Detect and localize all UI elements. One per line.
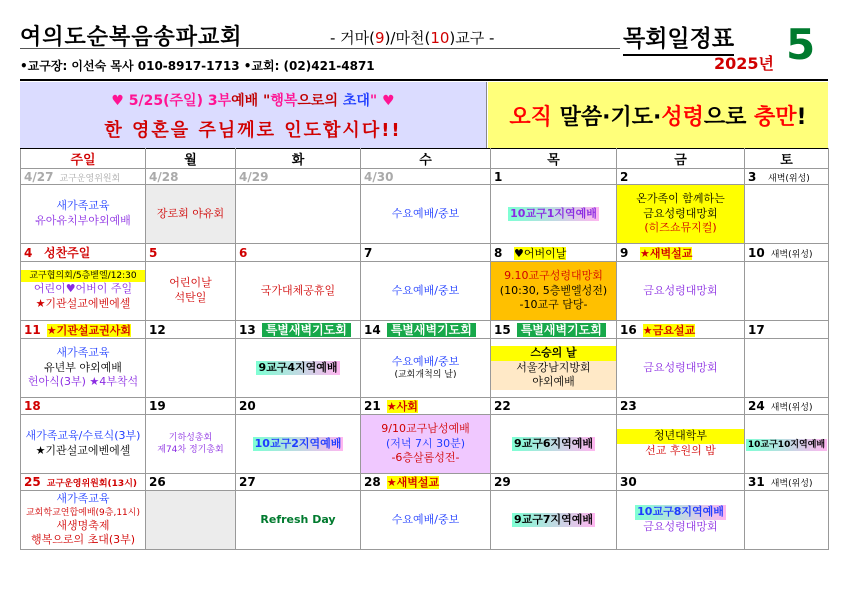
event-text: -6층살롬성전-: [391, 451, 460, 465]
day-number-cell: [491, 474, 617, 491]
year-label: 2025년: [714, 54, 774, 73]
week-date-row: [21, 169, 829, 185]
week-events-row: [21, 491, 829, 550]
week-events-row: [21, 262, 829, 321]
event-text: 청년대학부: [617, 429, 744, 444]
banner-invite-line: ♥ 5/25(주일) 3부예배 "행복으로의 초대" ♥: [111, 93, 395, 109]
day-number: 11: [24, 322, 41, 337]
day-events-cell: [236, 339, 361, 398]
event-banner: [20, 82, 487, 148]
day-events-cell: [21, 262, 146, 321]
banner-mission-line: 한 영혼을 주님께로 인도합시다!!: [104, 120, 402, 141]
day-events-cell: [491, 262, 617, 321]
header-bottom-rule: [20, 79, 828, 81]
day-number-cell: [236, 244, 361, 262]
day-number: 14: [364, 323, 381, 337]
weekday-header: 주일: [21, 149, 146, 169]
day-events-cell: [491, 339, 617, 398]
event-text: 새가족교육: [56, 199, 110, 213]
event-text: 헌아식(3부) ★4부착석: [27, 375, 139, 389]
day-events-cell: [361, 339, 491, 398]
day-number-cell: [745, 398, 829, 415]
day-number-cell: [236, 474, 361, 491]
day-number: 4/28: [149, 169, 179, 184]
event-text: 9/10교구남성예배: [381, 421, 470, 435]
day-number-cell: [617, 398, 745, 415]
day-number-cell: [236, 321, 361, 339]
event-text: (히즈쇼뮤지컬): [644, 221, 717, 235]
event-text: 유아유치부야외예배: [35, 214, 131, 227]
day-events-cell: [491, 491, 617, 550]
day-number-cell: [146, 474, 236, 491]
event-text: 9교구4지역예배: [258, 360, 338, 374]
day-number: 26: [149, 475, 166, 489]
day-number-cell: [236, 398, 361, 415]
day-number: 4/27: [24, 169, 54, 184]
event-text: 10교구2지역예배: [254, 436, 342, 450]
day-number: 8: [494, 245, 503, 260]
day-number: 25: [24, 475, 41, 489]
day-number: 21: [364, 399, 381, 413]
day-number-cell: [361, 474, 491, 491]
event-text: 교회학교연합예배(9층,11시): [25, 507, 140, 518]
day-number-cell: [745, 244, 829, 262]
week-date-row: [21, 398, 829, 415]
day-number-cell: [491, 169, 617, 185]
event-text: (저녁 7시 30분): [385, 436, 466, 450]
motto-banner: [488, 82, 828, 148]
day-number: 17: [748, 322, 765, 337]
month-number: 5: [786, 20, 816, 69]
day-events-cell: [361, 491, 491, 550]
weekday-header: 수: [361, 149, 491, 169]
day-number: 15: [494, 323, 511, 337]
day-number-cell: [361, 169, 491, 185]
day-number-cell: [361, 321, 491, 339]
event-text: 선교 후원의 밤: [645, 444, 716, 457]
event-text: 새생명축제: [56, 518, 110, 532]
event-text: 새가족교육: [56, 345, 110, 359]
day-events-cell: [21, 491, 146, 550]
day-number: 20: [239, 399, 256, 413]
day-events-cell: [745, 415, 829, 474]
day-events-cell: [146, 415, 236, 474]
event-text: -10교구 담당-: [519, 298, 588, 312]
day-number-cell: [745, 321, 829, 339]
district-label: - 거마(9)/마천(10)교구 -: [330, 29, 495, 47]
day-number-cell: [146, 169, 236, 185]
church-name: 여의도순복음송파교회: [20, 25, 243, 50]
day-number: 30: [620, 475, 637, 489]
day-number: 3: [748, 169, 757, 184]
event-text: 수요예배/중보: [391, 512, 460, 526]
week-date-row: [21, 244, 829, 262]
day-note: ★새벽설교: [386, 476, 440, 489]
schedule-title: 목회일정표: [623, 20, 734, 56]
week-events-row: [21, 185, 829, 244]
day-events-cell: [617, 415, 745, 474]
day-events-cell: [617, 185, 745, 244]
event-text: (교회개척의 날): [394, 370, 457, 381]
event-text: 서울강남지방회: [491, 361, 616, 376]
event-text: 금요성령대망회: [643, 520, 718, 533]
day-number: 24: [748, 399, 765, 413]
day-number-cell: [617, 474, 745, 491]
day-number-cell: [617, 169, 745, 185]
day-events-cell: [745, 262, 829, 321]
day-number: 27: [239, 475, 256, 489]
event-text: 어린이♥어버이 주일: [33, 282, 133, 296]
event-text: 금요성령대망회: [643, 206, 718, 220]
event-text: 새가족교육: [56, 491, 110, 505]
day-number-cell: [361, 398, 491, 415]
day-note: ★사회: [386, 400, 418, 413]
weekday-header: 목: [491, 149, 617, 169]
event-text: 새가족교육/수료식(3부): [25, 429, 141, 443]
day-events-cell: [617, 262, 745, 321]
event-text: 스승의 날: [491, 346, 616, 361]
day-note: 새벽(위성): [770, 479, 813, 489]
day-number-cell: [21, 398, 146, 415]
day-note: ★새벽설교: [640, 246, 693, 260]
day-number-cell: [146, 321, 236, 339]
day-events-cell: [361, 415, 491, 474]
event-text: (10:30, 5층벧엘성전): [499, 283, 608, 297]
day-events-cell: [745, 185, 829, 244]
day-note: 특별새벽기도회: [262, 323, 351, 337]
day-events-cell: [146, 262, 236, 321]
day-number: 29: [494, 475, 511, 489]
day-number-cell: [21, 244, 146, 262]
day-events-cell: [21, 339, 146, 398]
weekday-header-row: [21, 149, 829, 169]
day-note: 새벽(위성): [768, 173, 810, 184]
day-number: 9: [620, 245, 629, 260]
day-events-cell: [21, 415, 146, 474]
day-note: 교구운영위원회: [59, 173, 121, 184]
day-number: 18: [24, 399, 41, 413]
day-events-cell: [361, 185, 491, 244]
day-events-cell: [491, 415, 617, 474]
calendar-grid: [20, 148, 829, 550]
event-text: 수요예배/중보: [391, 354, 460, 368]
day-events-cell: [146, 491, 236, 550]
day-number: 4/30: [364, 169, 394, 184]
week-date-row: [21, 474, 829, 491]
day-number-cell: [617, 244, 745, 262]
weekday-header: 화: [236, 149, 361, 169]
day-events-cell: [617, 491, 745, 550]
day-note: 새벽(위성): [770, 249, 813, 260]
weekday-header: 토: [745, 149, 829, 169]
week-date-row: [21, 321, 829, 339]
motto-text: 오직 말씀·기도·성령으로 충만!: [509, 105, 807, 130]
day-number: 6: [239, 245, 248, 260]
day-events-cell: [236, 185, 361, 244]
event-text: 수요예배/중보: [391, 206, 460, 220]
weekday-header: 금: [617, 149, 745, 169]
event-text: 9.10교구성령대망회: [504, 268, 603, 282]
day-events-cell: [146, 185, 236, 244]
day-number-cell: [21, 474, 146, 491]
contact-info: •교구장: 이선숙 목사 010-8917-1713 •교회: (02)421-4871: [20, 59, 375, 73]
event-text: 9교구6지역예배: [513, 436, 594, 450]
header-divider: [20, 48, 620, 49]
day-events-cell: [745, 491, 829, 550]
day-events-cell: [491, 185, 617, 244]
event-text: 국가대체공휴일: [260, 283, 336, 297]
day-number: 23: [620, 399, 637, 413]
day-number: 19: [149, 399, 166, 413]
day-note: 새벽(위성): [770, 403, 813, 413]
day-number-cell: [236, 169, 361, 185]
day-number: 28: [364, 475, 381, 489]
day-number: 31: [748, 475, 765, 489]
event-text: ★기관설교에벤에셀: [35, 444, 131, 457]
week-events-row: [21, 415, 829, 474]
day-events-cell: [617, 339, 745, 398]
day-note: 특별새벽기도회: [387, 323, 476, 337]
day-number-cell: [745, 474, 829, 491]
day-number-cell: [21, 321, 146, 339]
day-number: 16: [620, 322, 637, 337]
day-number-cell: [146, 398, 236, 415]
event-text: 기하성총회: [168, 432, 213, 443]
event-text: 교구협의회/5층벧엘/12:30: [21, 270, 145, 282]
day-number-cell: [361, 244, 491, 262]
day-number-cell: [491, 398, 617, 415]
day-events-cell: [21, 185, 146, 244]
day-events-cell: [236, 415, 361, 474]
event-text: 수요예배/중보: [391, 283, 460, 297]
event-text: 석탄일: [174, 291, 207, 304]
day-number-cell: [617, 321, 745, 339]
event-text: 금요성령대망회: [643, 360, 718, 374]
day-events-cell: [146, 339, 236, 398]
day-number: 7: [364, 245, 373, 260]
event-text: 행복으로의 초대(3부): [30, 533, 136, 547]
weekday-header: 월: [146, 149, 236, 169]
event-text: 장로회 야유회: [156, 206, 225, 220]
day-number: 12: [149, 322, 166, 337]
day-number-cell: [745, 169, 829, 185]
day-number: 5: [149, 245, 158, 260]
day-number: 4: [24, 246, 33, 260]
day-note: ♥어버이날: [514, 246, 567, 260]
event-text: 온가족이 함께하는: [636, 191, 725, 205]
day-note: ★금요설교: [642, 323, 696, 337]
event-text: 10교구1지역예배: [510, 206, 597, 220]
event-text: Refresh Day: [260, 512, 336, 526]
day-note: 특별새벽기도회: [517, 323, 606, 337]
day-number: 1: [494, 169, 503, 184]
day-number: 22: [494, 399, 511, 413]
day-events-cell: [745, 339, 829, 398]
day-note: 성찬주일: [44, 246, 91, 260]
day-number: 10: [748, 245, 765, 260]
event-text: 9교구7지역예배: [513, 512, 594, 526]
day-note: ★기관설교권사회: [46, 323, 131, 337]
day-number: 13: [239, 323, 256, 337]
day-events-cell: [236, 262, 361, 321]
event-text: 어린이날: [169, 276, 212, 290]
day-note: 교구운영위원회(13시): [46, 479, 138, 489]
day-number-cell: [21, 169, 146, 185]
day-number-cell: [491, 244, 617, 262]
day-number-cell: [491, 321, 617, 339]
event-text: 유년부 야외예배: [44, 360, 122, 374]
day-number: 4/29: [239, 169, 269, 184]
event-text: ★기관설교에벤에셀: [35, 297, 131, 311]
day-number-cell: [146, 244, 236, 262]
event-text: 야외예배: [491, 375, 616, 390]
event-text: 10교구10지역예배: [747, 439, 826, 450]
week-events-row: [21, 339, 829, 398]
event-text: 10교구8지역예배: [637, 505, 724, 519]
day-events-cell: [236, 491, 361, 550]
event-text: 제74차 정기총회: [157, 445, 224, 455]
event-text: 금요성령대망회: [643, 283, 718, 297]
day-number: 2: [620, 169, 629, 184]
day-events-cell: [361, 262, 491, 321]
